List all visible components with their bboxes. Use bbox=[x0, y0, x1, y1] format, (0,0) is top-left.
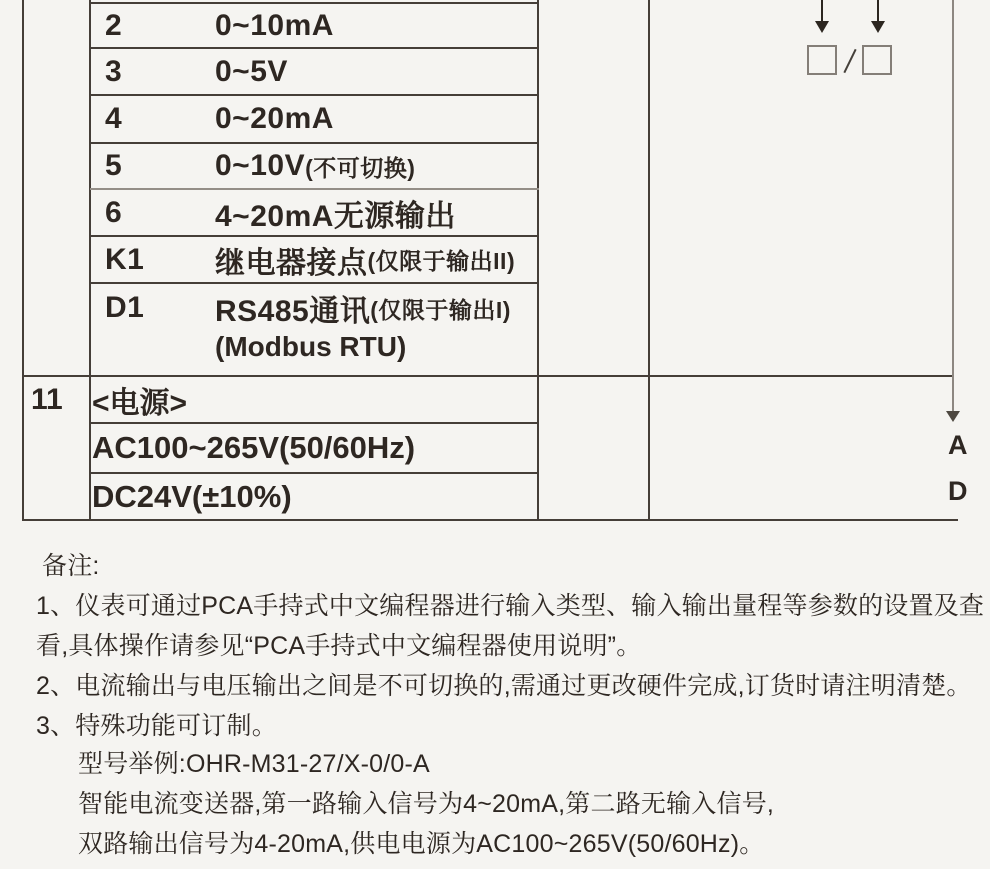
down-arrowhead-icon bbox=[815, 21, 829, 33]
option-desc: 0~20mA bbox=[215, 102, 334, 135]
power-code-label-a: A bbox=[948, 430, 968, 460]
option-note: (仅限于输出I) bbox=[370, 296, 511, 323]
down-arrow-icon bbox=[877, 0, 879, 21]
option-desc-line2: (Modbus RTU) bbox=[215, 331, 407, 362]
down-arrowhead-icon bbox=[871, 21, 885, 33]
notes-title: 备注: bbox=[42, 552, 100, 580]
option-note: (仅限于输出II) bbox=[367, 248, 516, 274]
table-mid-column-line bbox=[648, 0, 650, 520]
table-row bbox=[90, 284, 538, 332]
table-bottom-border bbox=[22, 519, 958, 521]
option-desc: 继电器接点 bbox=[215, 246, 368, 280]
option-code: 2 bbox=[105, 8, 123, 42]
table-row bbox=[90, 144, 538, 188]
option-code: 5 bbox=[105, 149, 123, 182]
table-row bbox=[90, 96, 538, 142]
table-left-border bbox=[22, 0, 24, 520]
power-code-arrowhead-icon bbox=[946, 411, 960, 422]
note-line: 2、电流输出与电压输出之间是不可切换的,需通过更改硬件完成,订货时请注明清楚。 bbox=[36, 672, 972, 700]
power-code-label-d: D bbox=[948, 476, 968, 506]
option-desc: 0~10V bbox=[215, 149, 306, 182]
power-header: <电源> bbox=[92, 386, 188, 420]
table-row bbox=[90, 190, 538, 235]
code-box-icon bbox=[807, 45, 837, 75]
down-arrow-icon bbox=[821, 0, 823, 21]
option-note: (不可切换) bbox=[305, 154, 416, 181]
power-option-ac: AC100~265V(50/60Hz) bbox=[92, 430, 416, 465]
option-desc: 4~20mA无源输出 bbox=[215, 199, 456, 233]
table-row bbox=[90, 3, 538, 48]
option-code: D1 bbox=[105, 291, 145, 324]
option-desc: RS485通讯 bbox=[215, 295, 371, 328]
note-line: 智能电流变送器,第一路输入信号为4~20mA,第二路无输入信号, bbox=[78, 790, 775, 818]
note-line: 双路输出信号为4-20mA,供电电源为AC100~265V(50/60Hz)。 bbox=[78, 830, 765, 858]
option-desc: 0~5V bbox=[215, 54, 288, 88]
slash-separator bbox=[843, 49, 856, 73]
note-line: 1、仪表可通过PCA手持式中文编程器进行输入类型、输入输出量程等参数的设置及查 bbox=[36, 592, 985, 620]
option-code: 4 bbox=[105, 102, 123, 135]
power-option-dc: DC24V(±10%) bbox=[92, 478, 292, 514]
table-row bbox=[90, 237, 538, 282]
power-code-arrow-shaft bbox=[952, 0, 954, 411]
note-line: 3、特殊功能可订制。 bbox=[36, 712, 277, 740]
option-code: 3 bbox=[105, 54, 123, 88]
option-code: 6 bbox=[105, 195, 123, 229]
power-row-code: 11 bbox=[31, 383, 63, 416]
note-line: 看,具体操作请参见“PCA手持式中文编程器使用说明”。 bbox=[36, 632, 642, 660]
note-model-example: 型号举例:OHR-M31-27/X-0/0-A bbox=[78, 750, 430, 778]
code-box-icon bbox=[862, 45, 892, 75]
option-code: K1 bbox=[105, 242, 145, 276]
table-row bbox=[90, 49, 538, 94]
option-desc: 0~10mA bbox=[215, 8, 334, 42]
